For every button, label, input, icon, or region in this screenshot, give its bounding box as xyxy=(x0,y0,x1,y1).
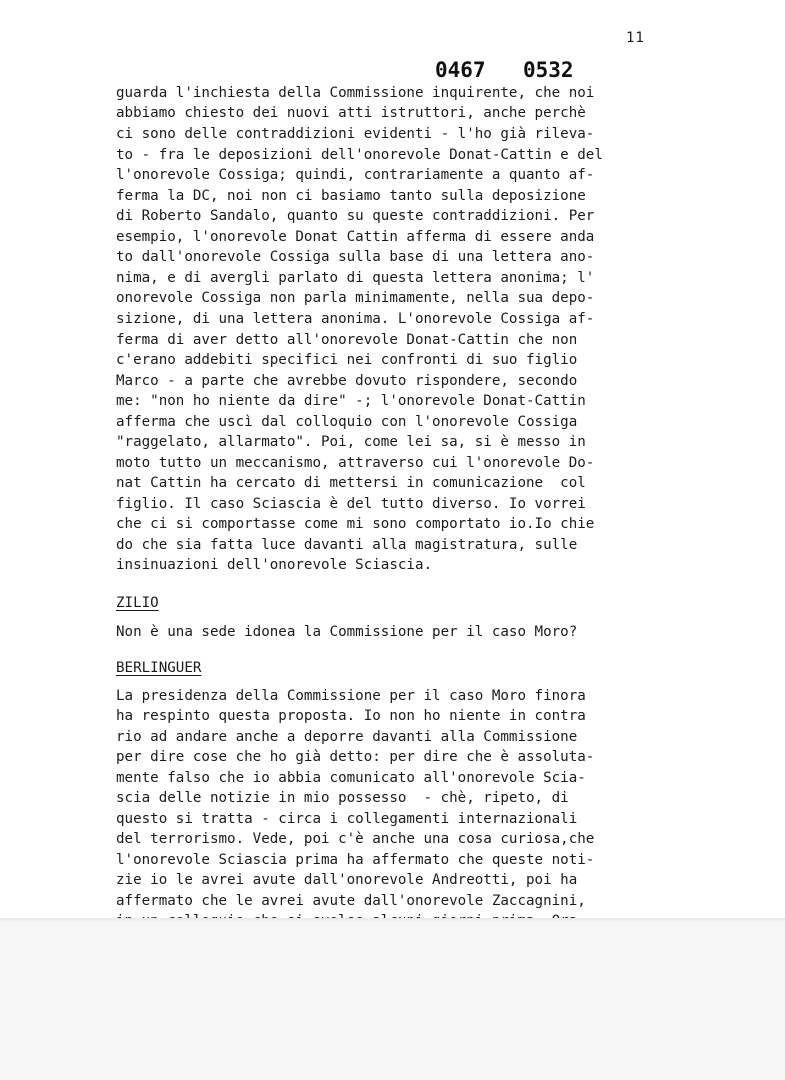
text-line: l'onorevole Cossiga; quindi, contrariamente a quanto af- xyxy=(116,167,595,183)
text-line: di Roberto Sandalo, quanto su queste contraddizioni. Per xyxy=(116,208,595,224)
text-line: ha respinto questa proposta. Io non ho niente in contra xyxy=(116,708,586,724)
text-line: questo si tratta - circa i collegamenti internazionali xyxy=(116,811,578,827)
text-line: affermato che le avrei avute dall'onorevole Zaccagnini, xyxy=(116,893,586,909)
text-line: guarda l'inchiesta della Commissione inquirente, che noi xyxy=(116,85,595,101)
text-line: me: "non ho niente da dire" -; l'onorevole Donat-Cattin xyxy=(116,393,586,409)
text-line: to - fra le deposizioni dell'onorevole Donat-Cattin e del xyxy=(116,147,603,163)
document-code-first: 0467 xyxy=(435,58,486,82)
text-line: scia delle notizie in mio possesso - chè, ripeto, di xyxy=(116,790,569,806)
text-line: nima, e di avergli parlato di questa lettera anonima; l' xyxy=(116,270,595,286)
text-line: "raggelato, allarmato". Poi, come lei sa, si è messo in xyxy=(116,434,586,450)
text-line: mente falso che io abbia comunicato all'onorevole Scia- xyxy=(116,770,586,786)
scan-background xyxy=(0,922,785,1080)
text-line: l'onorevole Sciascia prima ha affermato che queste noti- xyxy=(116,852,595,868)
text-line: insinuazioni dell'onorevole Sciascia. xyxy=(116,557,433,573)
speaker-name: BERLINGUER xyxy=(116,660,202,676)
text-line: figlio. Il caso Sciascia è del tutto diverso. Io vorrei xyxy=(116,496,586,512)
question-text: Non è una sede idonea la Commissione per il caso Moro? xyxy=(116,624,578,640)
text-line: afferma che uscì dal colloquio con l'onorevole Cossiga xyxy=(116,414,578,430)
text-line: do che sia fatta luce davanti alla magistratura, sulle xyxy=(116,537,578,553)
text-line: rio ad andare anche a deporre davanti alla Commissione xyxy=(116,729,578,745)
page-number: 11 xyxy=(626,30,645,46)
text-line: esempio, l'onorevole Donat Cattin afferma di essere anda xyxy=(116,229,595,245)
text-line: ci sono delle contraddizioni evidenti - l'ho già rileva- xyxy=(116,126,595,142)
text-line: abbiamo chiesto dei nuovi atti istruttori, anche perchè xyxy=(116,105,586,121)
speaker-name: ZILIO xyxy=(116,595,159,611)
text-line: ferma di aver detto all'onorevole Donat-Cattin che non xyxy=(116,332,578,348)
text-line: del terrorismo. Vede, poi c'è anche una cosa curiosa,che xyxy=(116,831,595,847)
document-code-stamp xyxy=(435,58,574,82)
text-line: moto tutto un meccanismo, attraverso cui l'onorevole Do- xyxy=(116,455,595,471)
text-line: per dire cose che ho già detto: per dire che è assoluta- xyxy=(116,749,595,765)
document-code-second: 0532 xyxy=(523,58,574,82)
text-line: Marco - a parte che avrebbe dovuto rispondere, secondo xyxy=(116,373,578,389)
text-line: che ci si comportasse come mi sono comportato io.Io chie xyxy=(116,516,595,532)
text-line: onorevole Cossiga non parla minimamente, nella sua depo- xyxy=(116,290,595,306)
text-line: zie io le avrei avute dall'onorevole Andreotti, poi ha xyxy=(116,872,578,888)
text-line: nat Cattin ha cercato di mettersi in comunicazione col xyxy=(116,475,586,491)
text-line: to dall'onorevole Cossiga sulla base di una lettera ano- xyxy=(116,249,595,265)
text-line: sizione, di una lettera anonima. L'onorevole Cossiga af- xyxy=(116,311,595,327)
text-line: ferma la DC, noi non ci basiamo tanto sulla deposizione xyxy=(116,188,586,204)
text-line: c'erano addebiti specifici nei confronti di suo figlio xyxy=(116,352,578,368)
text-line: La presidenza della Commissione per il caso Moro finora xyxy=(116,688,586,704)
